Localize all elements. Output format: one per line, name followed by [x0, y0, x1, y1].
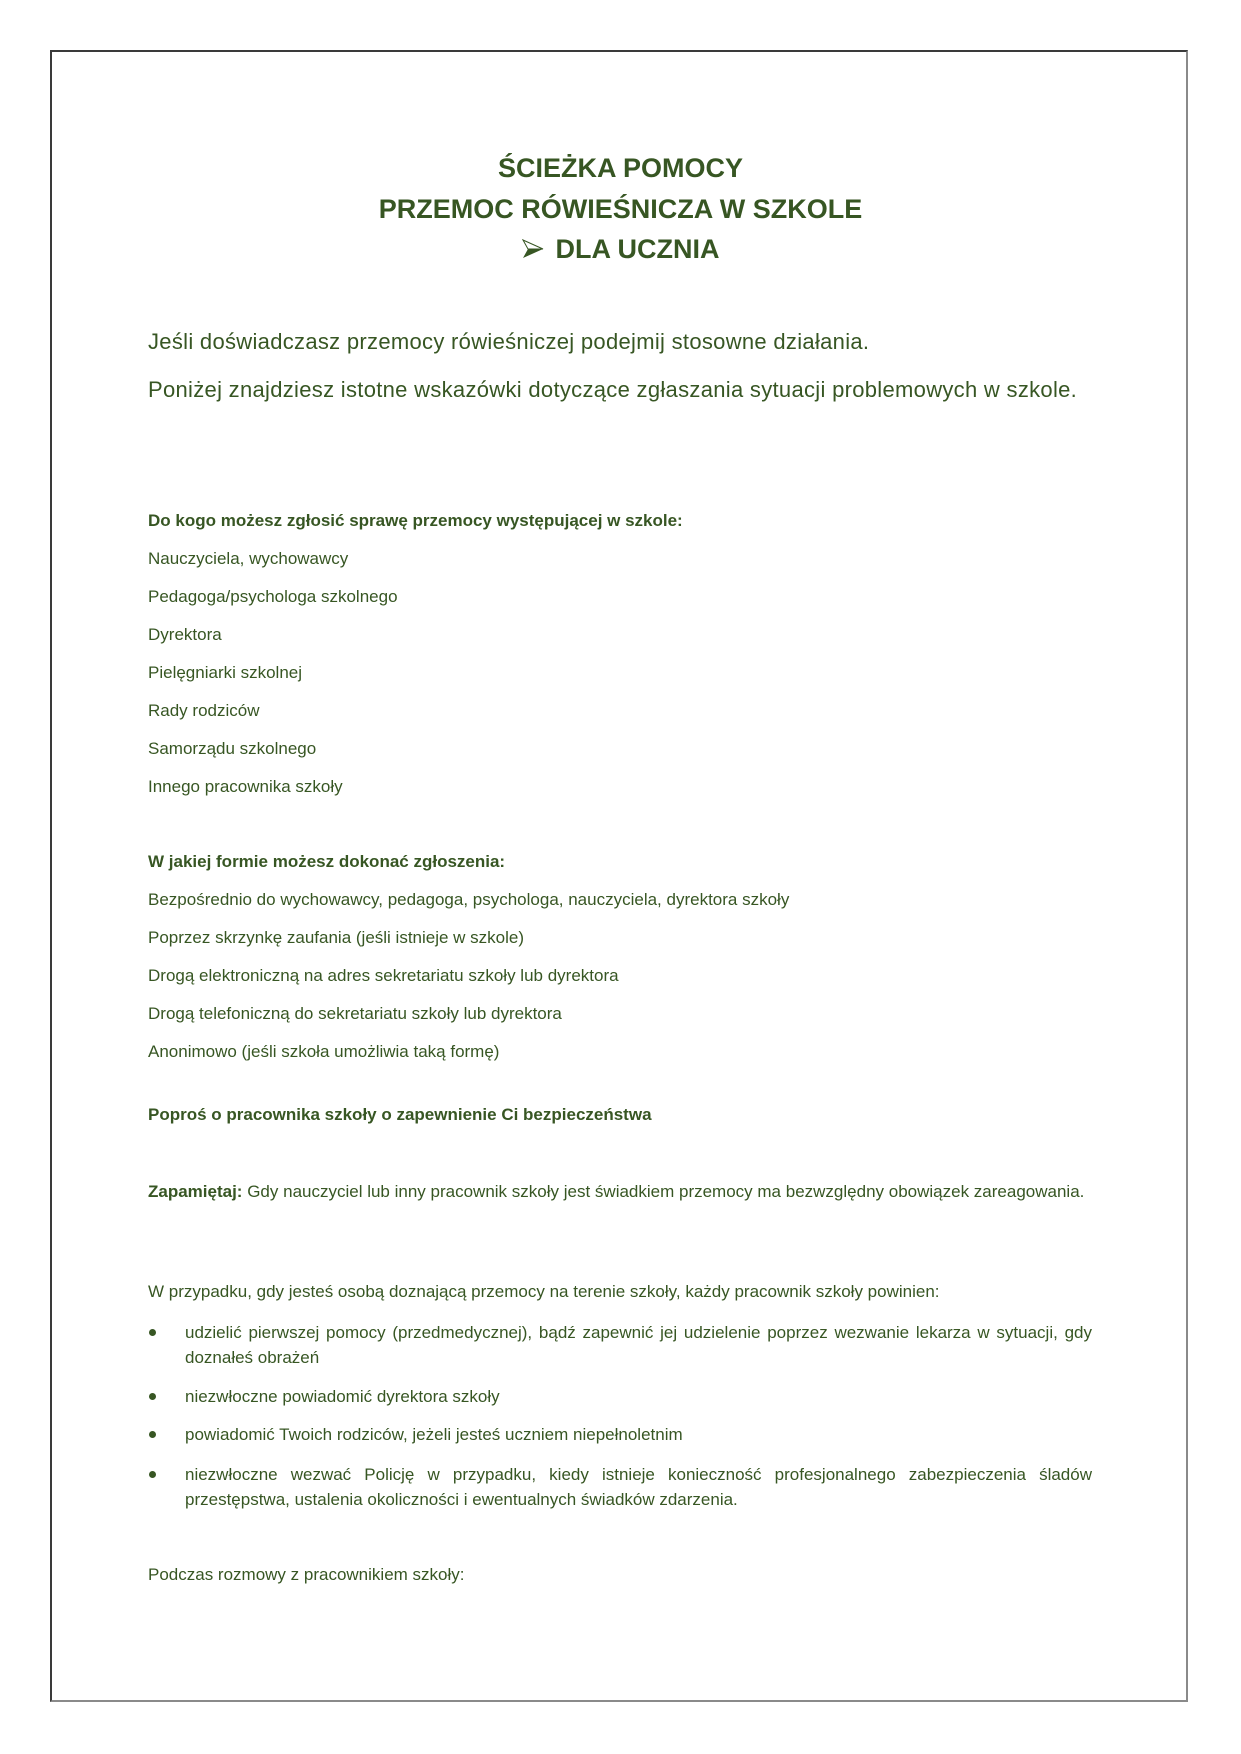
duty-item: niezwłoczne wezwać Policję w przypadku, kiedy istnieje konieczność profesjonalnego zabezpieczenia śladów przestępstwa, ustalenia okoliczności i ewentualnych świadków zdarzenia. [185, 1465, 1092, 1509]
bullet-icon [149, 1471, 156, 1478]
remember-paragraph [148, 1179, 1092, 1205]
form-item: Drogą telefoniczną do sekretariatu szkoły lub dyrektora [148, 1004, 562, 1023]
duty-item: powiadomić Twoich rodziców, jeżeli jesteś uczniem niepełnoletnim [185, 1425, 683, 1444]
remember-label: Zapamiętaj: [148, 1182, 243, 1201]
arrowhead-bullet-icon [522, 235, 544, 267]
bullet-icon [149, 1431, 156, 1438]
whom-item: Nauczyciela, wychowawcy [148, 549, 349, 568]
form-item: Poprzez skrzynkę zaufania (jeśli istnieje w szkole) [148, 928, 525, 947]
remember-text: Gdy nauczyciel lub inny pracownik szkoły jest świadkiem przemocy ma bezwzględny obowiązek zareagowania. [242, 1182, 1085, 1201]
title-line-1: ŚCIEŻKA POMOCY [497, 153, 744, 183]
duty-item: udzielić pierwszej pomocy (przedmedycznej), bądź zapewnić jej udzielenie poprzez wezwanie lekarza w sytuacji, gdy doznałeś obrażeń [185, 1323, 1092, 1367]
bullet-icon [149, 1393, 156, 1400]
duty-item: niezwłoczne powiadomić dyrektora szkoły [185, 1387, 500, 1406]
whom-heading: Do kogo możesz zgłosić sprawę przemocy występującej w szkole: [148, 511, 683, 530]
safety-note: Poproś o pracownika szkoły o zapewnienie Ci bezpieczeństwa [148, 1105, 652, 1124]
title-line-2: PRZEMOC RÓWIEŚNICZA W SZKOLE [378, 194, 863, 224]
title-line-3 [0, 233, 1241, 267]
conversation-heading: Podczas rozmowy z pracownikiem szkoły: [148, 1565, 465, 1584]
title-line-3-text: DLA UCZNIA [555, 234, 720, 264]
form-item: Bezpośrednio do wychowawcy, pedagoga, psychologa, nauczyciela, dyrektora szkoły [148, 890, 790, 909]
whom-item: Innego pracownika szkoły [148, 777, 343, 796]
intro-paragraph-2: Poniżej znajdziesz istotne wskazówki dotyczące zgłaszania sytuacji problemowych w szkole. [148, 377, 1078, 402]
whom-item: Pielęgniarki szkolnej [148, 663, 303, 682]
duties-intro: W przypadku, gdy jesteś osobą doznającą przemocy na terenie szkoły, każdy pracownik szkoły powinien: [148, 1282, 940, 1301]
whom-item: Samorządu szkolnego [148, 739, 317, 758]
form-heading: W jakiej formie możesz dokonać zgłoszenia: [148, 852, 506, 871]
intro-paragraph-1: Jeśli doświadczasz przemocy rówieśniczej podejmij stosowne działania. [148, 329, 870, 354]
bullet-icon [149, 1329, 156, 1336]
whom-item: Pedagoga/psychologa szkolnego [148, 587, 398, 606]
form-item: Anonimowo (jeśli szkoła umożliwia taką formę) [148, 1042, 500, 1061]
page-border [50, 50, 1188, 1702]
whom-item: Rady rodziców [148, 701, 260, 720]
whom-item: Dyrektora [148, 625, 222, 644]
form-item: Drogą elektroniczną na adres sekretariatu szkoły lub dyrektora [148, 966, 619, 985]
